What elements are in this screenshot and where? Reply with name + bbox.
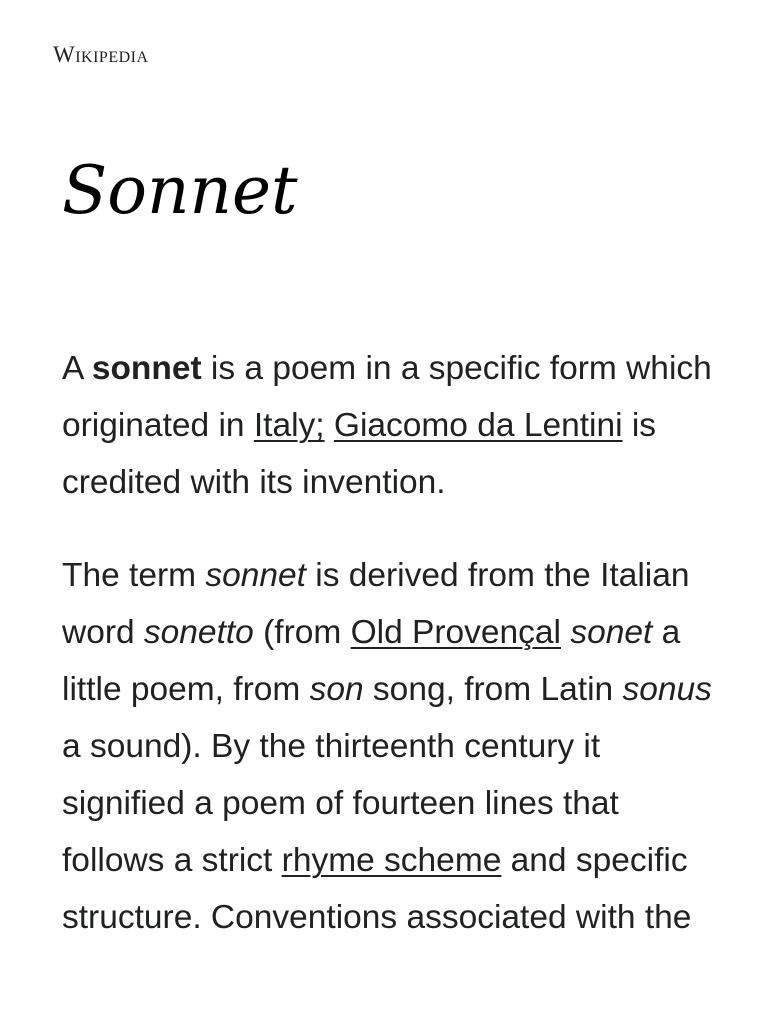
- text-run: [325, 407, 334, 444]
- italic-term: sonus: [622, 671, 712, 708]
- etymology-paragraph: [62, 547, 722, 946]
- page-title: Sonnet: [62, 152, 298, 229]
- text-run: song, from Latin: [363, 671, 623, 708]
- italic-term: sonnet: [205, 557, 306, 594]
- link-italy[interactable]: Italy;: [253, 407, 325, 444]
- text-run: a sound). By the thirteenth century it signified a poem of fourteen lines that follows a strict: [62, 728, 619, 879]
- text-run: The term: [62, 557, 206, 594]
- text-run: A: [62, 350, 92, 387]
- text-run: is derived from the Italian word: [62, 557, 690, 651]
- text-run: and specific structure. Conventions associated with the: [62, 842, 692, 936]
- text-run: is credited with its invention.: [62, 407, 657, 501]
- bold-term: sonnet: [91, 350, 202, 387]
- lead-paragraph: [62, 340, 722, 511]
- text-run: [561, 614, 570, 651]
- italic-term: son: [309, 671, 364, 708]
- text-run: (from: [253, 614, 351, 651]
- link-giacomo-da-lentini[interactable]: Giacomo da Lentini: [333, 407, 623, 444]
- italic-term: sonet: [570, 614, 653, 651]
- article-content: [62, 340, 722, 982]
- wikipedia-wordmark[interactable]: Wikipedia: [53, 42, 149, 67]
- link-old-provencal[interactable]: Old Provençal: [350, 614, 561, 651]
- link-rhyme-scheme[interactable]: rhyme scheme: [281, 842, 502, 879]
- text-run: a little poem, from: [62, 614, 681, 708]
- text-run: is a poem in a specific form which originated in: [62, 350, 712, 444]
- italic-term: sonetto: [143, 614, 254, 651]
